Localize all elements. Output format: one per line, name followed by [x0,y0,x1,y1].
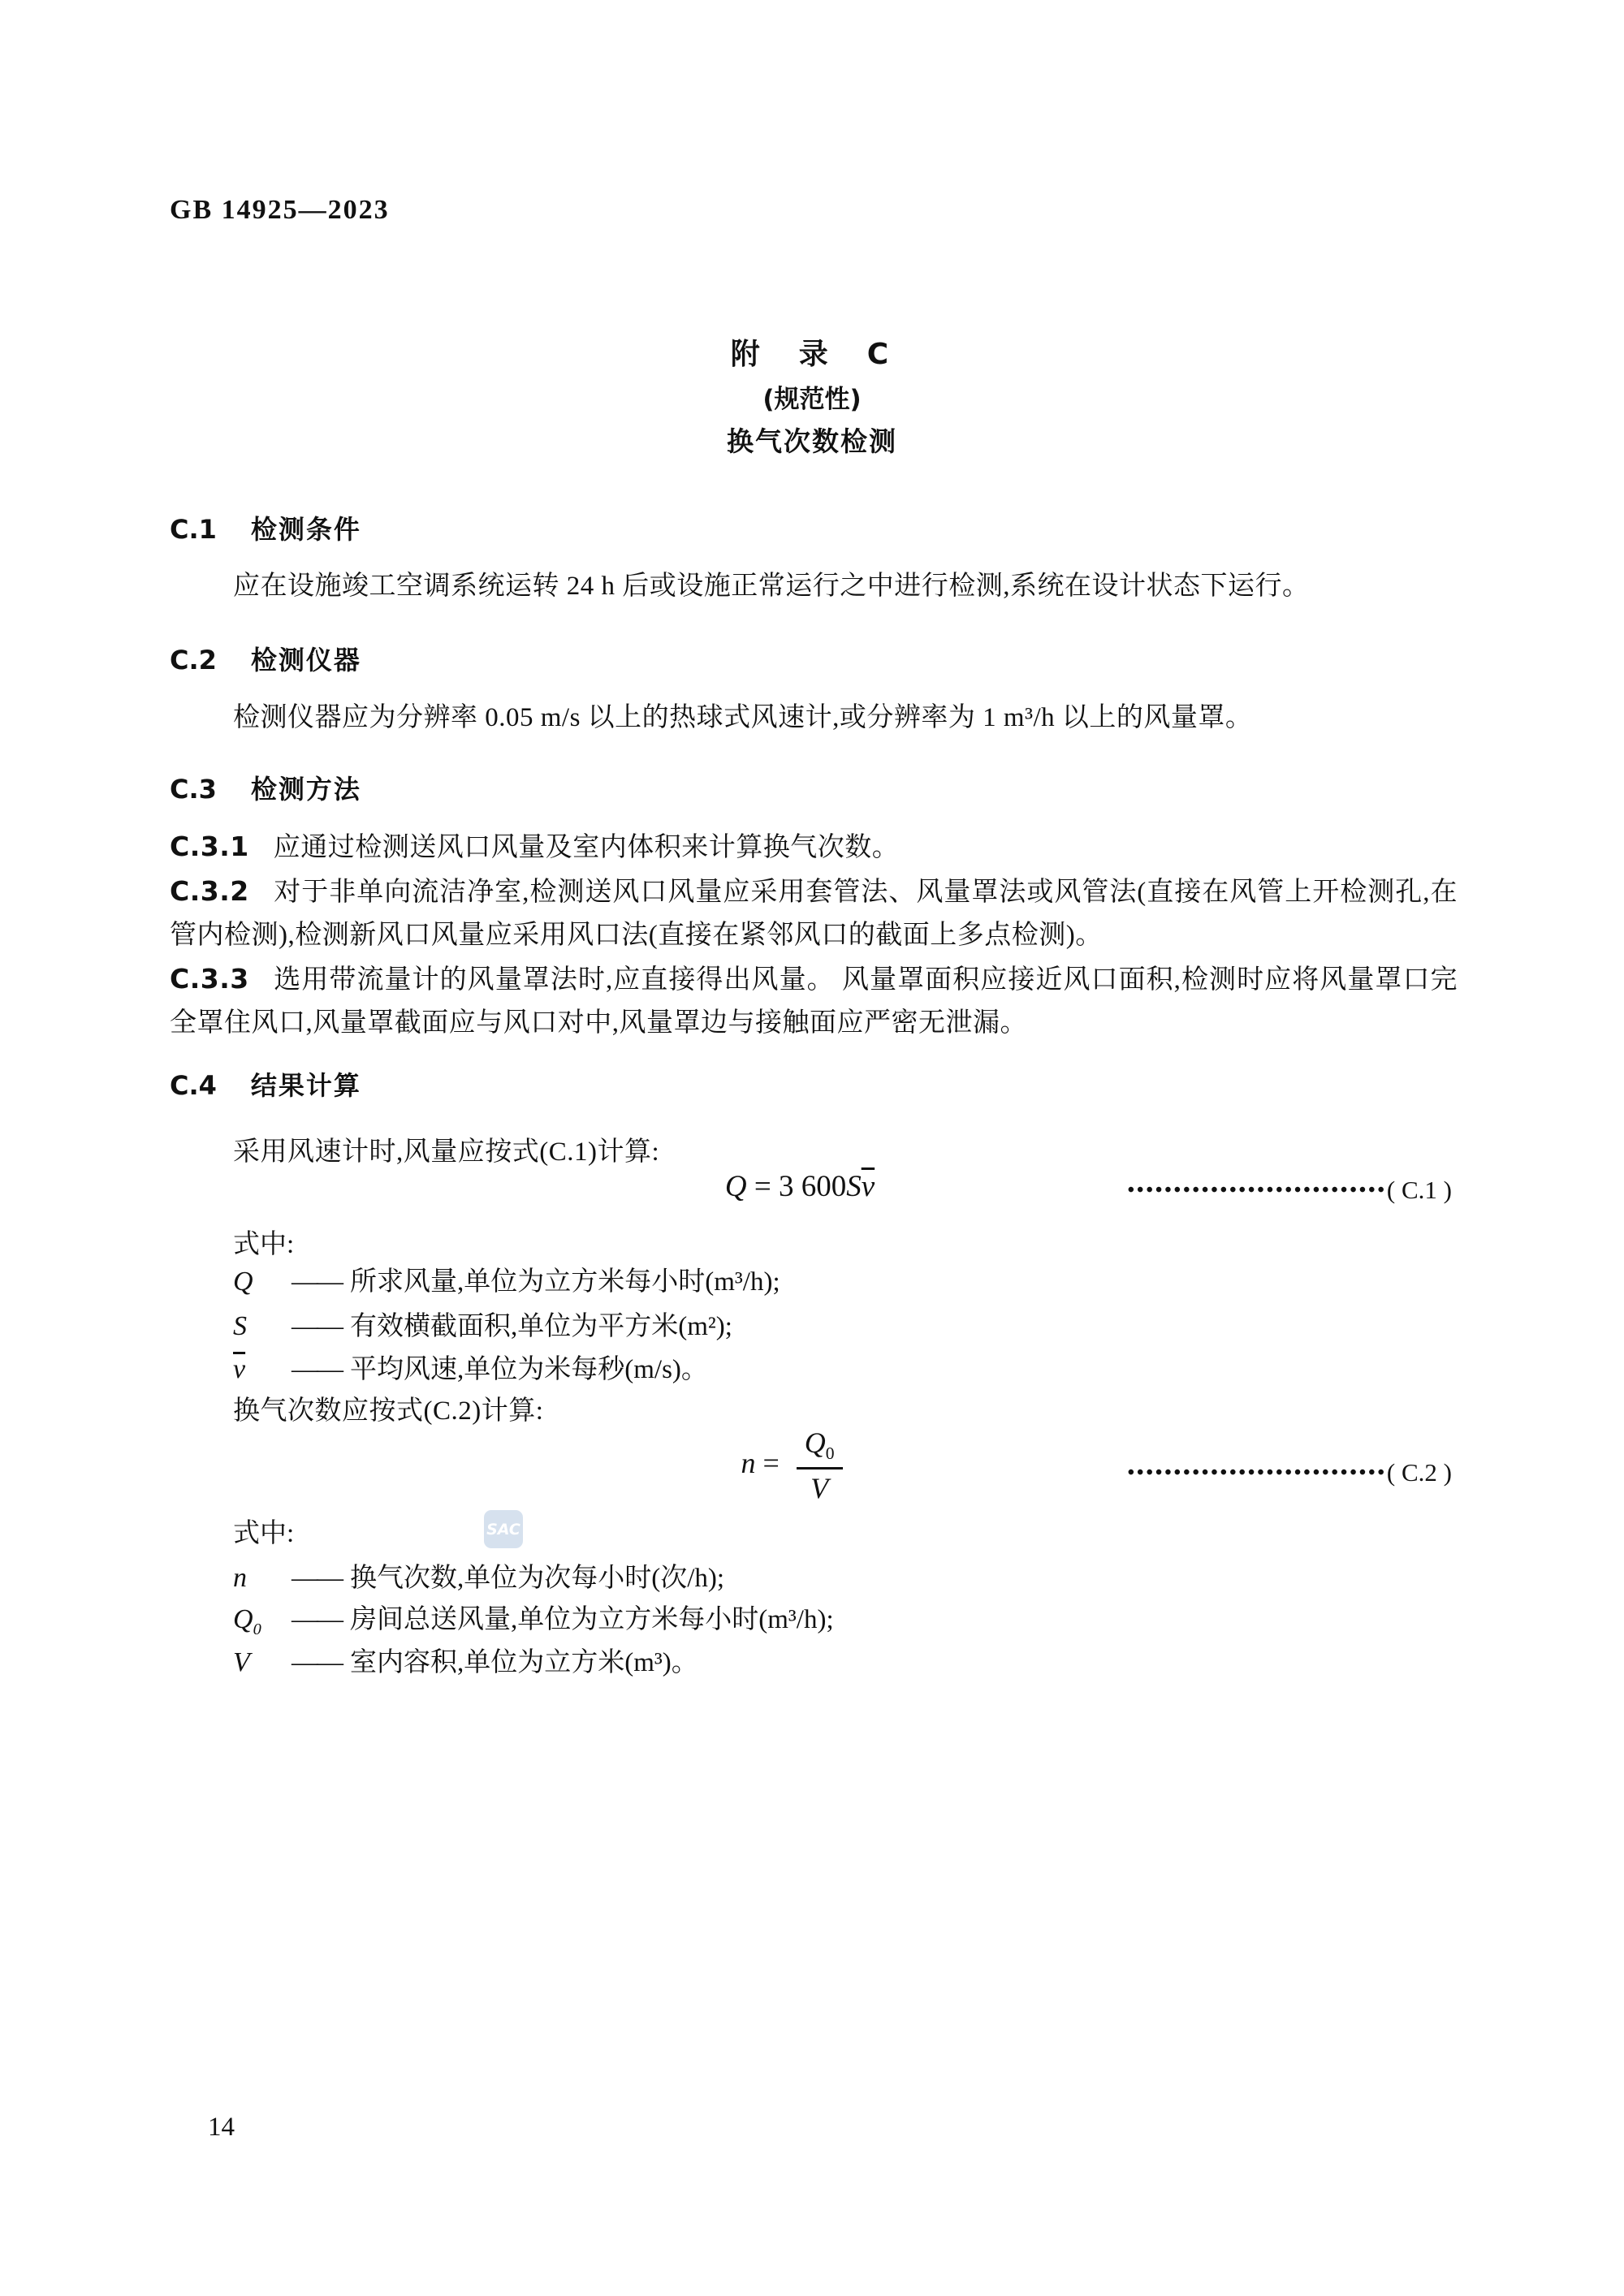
formula-c2-label [1128,1458,1452,1487]
appendix-title: 附 录 C [730,338,894,371]
symbol-n: n [233,1563,247,1593]
definition-q-dash: —— [292,1267,342,1297]
symbol-v-volume: V [233,1647,250,1677]
formula-c2-eq: = [755,1447,787,1480]
where-label-2: 式中: [233,1519,295,1548]
standard-code: GB 14925—2023 [170,195,390,225]
section-c1-paragraph: 应在设施竣工空调系统运转 24 h 后或设施正常运行之中进行检测,系统在设计状态下运行。 [233,572,1310,601]
definition-n-desc: 换气次数,单位为次每小时(次/h); [350,1564,725,1593]
definition-v-volume [233,1641,698,1679]
section-c3-title: 检测方法 [250,774,361,805]
clause-c31-text: 应通过检测送风口风量及室内体积来计算换气次数。 [273,833,900,862]
appendix-heading: 换气次数检测 [727,425,897,457]
definition-n-dash: —— [292,1564,342,1593]
section-c3-heading [170,769,361,806]
definition-s [233,1305,732,1343]
formula-c2-numerator-sub: 0 [825,1444,835,1464]
definition-q0-dash: —— [292,1605,342,1634]
clause-c32 [170,870,1458,957]
section-c4-number: C.4 [170,1070,217,1101]
symbol-q0-sub: 0 [253,1620,261,1638]
formula-c1-velocity-symbol: $\overline{v}$ [861,1170,875,1203]
symbol-q0 [233,1604,292,1639]
clause-c33-text: 选用带流量计的风量罩法时,应直接得出风量。 风量罩面积应接近风口面积,检测时应将风量罩口完全罩住风口,风量罩截面应与风口对中,风量罩边与接触面应严密无泄漏。 [170,965,1458,1038]
formula-c2-dot-leader: •••••••••••••••••••••••••••• [1127,1462,1387,1483]
formula-c2-intro: 换气次数应按式(C.2)计算: [233,1396,544,1426]
clause-c32-text: 对于非单向流洁净室,检测送风口风量应采用套管法、风量罩法或风管法(直接在风管上开检测孔,在管内检测),检测新风口风量应采用风口法(直接在紧邻风口的截面上多点检测)。 [170,878,1458,950]
definition-s-desc: 有效横截面积,单位为平方米(m²); [350,1312,732,1341]
definition-v-volume-dash: —— [292,1648,342,1677]
symbol-q0-base: Q [233,1604,253,1634]
where-label-1: 式中: [233,1230,295,1259]
definition-s-dash: —— [292,1312,342,1341]
clause-c31-number: C.3.1 [170,831,249,862]
sac-watermark-badge [484,1510,523,1548]
formula-c2-lhs: n [741,1447,756,1480]
clause-c31 [170,825,1458,870]
definition-q0-desc: 房间总送风量,单位为立方米每小时(m³/h); [350,1605,834,1634]
page-number: 14 [208,2113,235,2142]
clause-c33 [170,957,1458,1045]
formula-c1-area-symbol: S [846,1170,862,1203]
formula-c1-dot-leader: •••••••••••••••••••••••••••• [1127,1180,1387,1201]
section-c1-number: C.1 [170,514,217,545]
definition-v-bar [233,1348,708,1386]
definition-q [233,1260,780,1298]
clause-c32-number: C.3.2 [170,875,249,907]
definition-q-desc: 所求风量,单位为立方米每小时(m³/h); [350,1267,780,1297]
section-c3-number: C.3 [170,774,217,805]
formula-c1-lhs: Q [724,1170,747,1203]
symbol-v-bar: $\overline{v}$ [233,1354,246,1384]
section-c3-items [170,825,1458,1045]
section-c2-heading [170,640,361,677]
formula-c2-fraction [797,1427,843,1505]
formula-c1-ref: ( C.1 ) [1386,1176,1452,1204]
formula-c2-numerator [797,1427,843,1470]
section-c2-title: 检测仪器 [250,645,361,675]
formula-c1-eq: = 3 600 [746,1170,847,1203]
section-c1-title: 检测条件 [250,514,361,545]
sac-watermark-text: SAC [486,1520,520,1539]
section-c4-title: 结果计算 [250,1070,361,1101]
symbol-s: S [233,1311,247,1341]
definition-v-bar-dash: —— [292,1355,342,1384]
formula-c2-denominator: V [810,1471,829,1504]
symbol-q: Q [233,1267,253,1297]
section-c2-paragraph: 检测仪器应为分辨率 0.05 m/s 以上的热球式风速计,或分辨率为 1 m³/h 以上的风量罩。 [233,703,1253,732]
section-c1-heading [170,509,361,546]
section-c2-number: C.2 [170,645,217,675]
definition-v-volume-desc: 室内容积,单位为立方米(m³)。 [350,1648,698,1677]
formula-c1-intro: 采用风速计时,风量应按式(C.1)计算: [233,1137,660,1167]
formula-c2-ref: ( C.2 ) [1386,1458,1452,1487]
appendix-normative-tag: (规范性) [762,385,862,414]
formula-c2-numerator-base: Q [804,1426,826,1459]
section-c4-heading [170,1065,361,1103]
definition-q0 [233,1598,834,1639]
formula-c1-label [1128,1176,1452,1205]
definition-n [233,1556,724,1595]
clause-c33-number: C.3.3 [170,963,249,995]
definition-v-bar-desc: 平均风速,单位为米每秒(m/s)。 [350,1355,708,1384]
